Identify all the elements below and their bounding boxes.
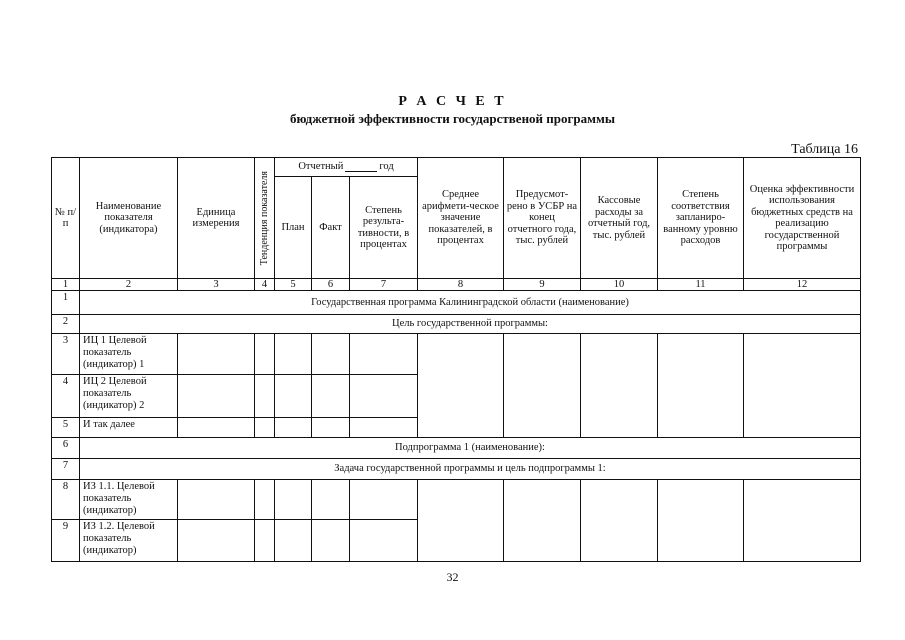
row-number: 3 bbox=[51, 333, 80, 375]
year-blank-line bbox=[345, 162, 377, 172]
assessment-cell bbox=[743, 333, 861, 438]
indicator-name: И так далее bbox=[79, 417, 178, 438]
effectiveness-cell bbox=[349, 479, 418, 520]
colnum-4: 4 bbox=[254, 278, 275, 291]
row-number: 4 bbox=[51, 374, 80, 418]
trend-cell bbox=[254, 417, 275, 438]
unit-cell bbox=[177, 333, 255, 375]
header-indicator-name: Наименование показателя (индикатора) bbox=[79, 157, 178, 279]
colnum-9: 9 bbox=[503, 278, 581, 291]
header-average-value: Среднее арифмети-ческое значение показателей, в процентах bbox=[417, 157, 504, 279]
unit-cell bbox=[177, 417, 255, 438]
header-effectiveness-degree: Степень результа-тивности, в процентах bbox=[349, 176, 418, 279]
document-subtitle: бюджетной эффективности государственой программы bbox=[289, 111, 616, 126]
indicator-name: ИЗ 1.2. Целевой показатель (индикатор) bbox=[79, 519, 178, 562]
trend-cell bbox=[254, 374, 275, 418]
header-cash-expenses: Кассовые расходы за отчетный год, тыс. рублей bbox=[580, 157, 658, 279]
header-trend-label: Тенденция показателя bbox=[258, 170, 270, 266]
header-reporting-year-suffix: год bbox=[379, 161, 394, 173]
row-number: 1 bbox=[51, 290, 80, 315]
colnum-2: 2 bbox=[79, 278, 178, 291]
header-unit: Единица измерения bbox=[177, 157, 255, 279]
indicator-name: ИЗ 1.1. Целевой показатель (индикатор) bbox=[79, 479, 178, 520]
fact-cell bbox=[311, 333, 350, 375]
effectiveness-cell bbox=[349, 333, 418, 375]
average-value-cell bbox=[417, 333, 504, 438]
effectiveness-cell bbox=[349, 374, 418, 418]
header-planned-budget: Предусмот-рено в УСБР на конец отчетного года, тыс. рублей bbox=[503, 157, 581, 279]
subprogram-task-row: Задача государственной программы и цель подпрограммы 1: bbox=[79, 458, 861, 480]
planned-budget-cell bbox=[503, 333, 581, 438]
trend-cell bbox=[254, 479, 275, 520]
page-number: 32 bbox=[446, 570, 459, 584]
table-caption: Таблица 16 bbox=[791, 142, 858, 157]
header-efficiency-assessment: Оценка эффективности использования бюджетных средств на реализацию государственной программы bbox=[743, 157, 861, 279]
assessment-cell bbox=[743, 479, 861, 562]
plan-cell bbox=[274, 417, 312, 438]
row-number: 5 bbox=[51, 417, 80, 438]
fact-cell bbox=[311, 374, 350, 418]
colnum-11: 11 bbox=[657, 278, 744, 291]
row-number: 8 bbox=[51, 479, 80, 520]
plan-cell bbox=[274, 374, 312, 418]
row-number: 7 bbox=[51, 458, 80, 480]
program-title-row: Государственная программа Калининградской области (наименование) bbox=[79, 290, 861, 315]
colnum-7: 7 bbox=[349, 278, 418, 291]
colnum-12: 12 bbox=[743, 278, 861, 291]
program-goal-row: Цель государственной программы: bbox=[79, 314, 861, 334]
indicator-name: ИЦ 2 Целевой показатель (индикатор) 2 bbox=[79, 374, 178, 418]
fact-cell bbox=[311, 417, 350, 438]
colnum-10: 10 bbox=[580, 278, 658, 291]
fact-cell bbox=[311, 519, 350, 562]
header-expense-compliance: Степень соответствия запланиро-ванному уровню расходов bbox=[657, 157, 744, 279]
effectiveness-cell bbox=[349, 417, 418, 438]
colnum-6: 6 bbox=[311, 278, 350, 291]
plan-cell bbox=[274, 519, 312, 562]
row-number: 9 bbox=[51, 519, 80, 562]
trend-cell bbox=[254, 333, 275, 375]
subprogram-title-row: Подпрограмма 1 (наименование): bbox=[79, 437, 861, 459]
header-reporting-year-prefix: Отчетный bbox=[298, 161, 344, 173]
effectiveness-cell bbox=[349, 519, 418, 562]
trend-cell bbox=[254, 519, 275, 562]
plan-cell bbox=[274, 333, 312, 375]
unit-cell bbox=[177, 479, 255, 520]
header-trend bbox=[254, 157, 275, 279]
header-plan: План bbox=[274, 176, 312, 279]
fact-cell bbox=[311, 479, 350, 520]
compliance-cell bbox=[657, 479, 744, 562]
plan-cell bbox=[274, 479, 312, 520]
colnum-5: 5 bbox=[274, 278, 312, 291]
cash-expenses-cell bbox=[580, 333, 658, 438]
header-number: № п/п bbox=[51, 157, 80, 279]
cash-expenses-cell bbox=[580, 479, 658, 562]
row-number: 2 bbox=[51, 314, 80, 334]
indicator-name: ИЦ 1 Целевой показатель (индикатор) 1 bbox=[79, 333, 178, 375]
header-fact: Факт bbox=[311, 176, 350, 279]
planned-budget-cell bbox=[503, 479, 581, 562]
colnum-8: 8 bbox=[417, 278, 504, 291]
unit-cell bbox=[177, 374, 255, 418]
header-reporting-year bbox=[274, 157, 418, 177]
compliance-cell bbox=[657, 333, 744, 438]
average-value-cell bbox=[417, 479, 504, 562]
row-number: 6 bbox=[51, 437, 80, 459]
document-title: Р А С Ч Е Т bbox=[398, 94, 507, 109]
unit-cell bbox=[177, 519, 255, 562]
budget-efficiency-table bbox=[51, 0, 861, 640]
colnum-1: 1 bbox=[51, 278, 80, 291]
colnum-3: 3 bbox=[177, 278, 255, 291]
